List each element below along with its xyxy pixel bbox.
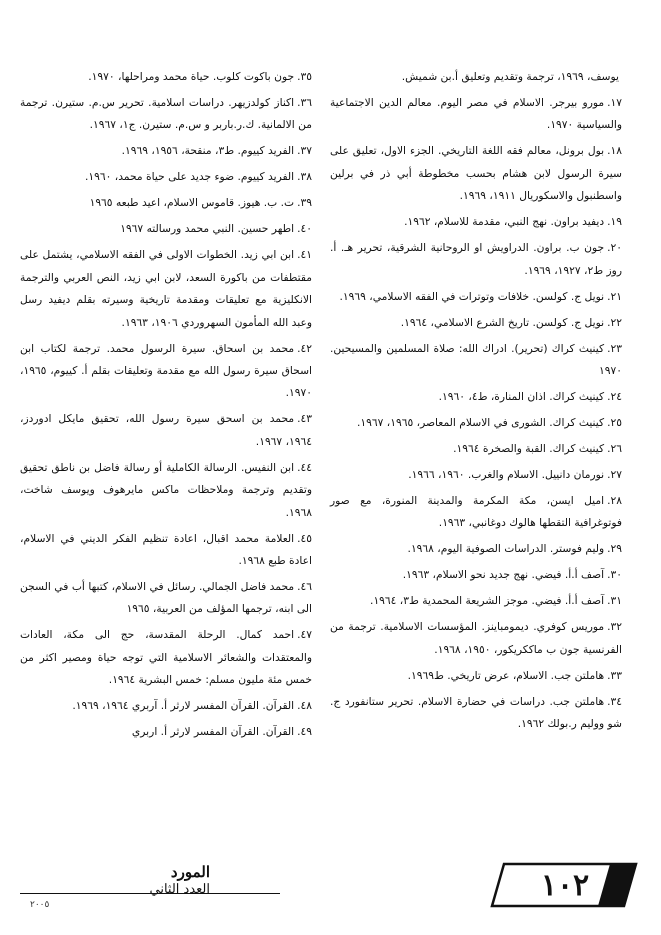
reference-entry (330, 412, 622, 434)
reference-text: مورو بيرجر. الاسلام في مصر اليوم. معالم الدين الاجتماعية والسياسية ١٩٧٠. (330, 96, 622, 132)
reference-entry (330, 538, 622, 560)
reference-number: ٤٢. (297, 341, 312, 355)
reference-number: ١٩. (607, 215, 622, 229)
reference-text: آصف أ.أ. فيضي. نهج جديد نحو الاسلام، ١٩٦٣. (402, 568, 605, 582)
reference-text: بول برونل، معالم فقه اللغة التاريخي. الجزء الاول، تعليق على سيرة الرسول لابن هشام بحسب مخطوطة أبي ذر في برلين واسطنبول والاسكوريال ١٩١١، ١٩٦٩. (330, 144, 622, 203)
reference-entry (20, 140, 312, 162)
reference-entry (20, 695, 312, 717)
reference-text: هاملتن جب. الاسلام، عرض تاريخي. ط١٩٦٩. (407, 668, 605, 682)
reference-text: القرآن. القرآن المفسر لارثر أ. اربري (131, 725, 295, 739)
reference-entry (20, 408, 312, 453)
reference-number: ٢١. (607, 289, 622, 303)
reference-number: ٢٦. (607, 442, 622, 456)
reference-entry (20, 721, 312, 743)
reference-entry (330, 438, 622, 460)
reference-text: القرآن. القرآن المفسر لارثر أ. آربري ١٩٦٤، ١٩٦٩. (72, 699, 295, 713)
reference-text: الفريد كييوم. ضوء جديد على حياة محمد، ١٩٦٠. (84, 170, 295, 184)
reference-entry (330, 312, 622, 334)
reference-entry (330, 691, 622, 736)
reference-number: ٤٤. (297, 460, 312, 474)
reference-number: ٤٣. (297, 412, 312, 426)
reference-text: نورمان دانييل. الاسلام والغرب. ١٩٦٠، ١٩٦٦. (408, 468, 605, 482)
reference-number: ٣٥. (297, 70, 312, 83)
reference-number: ٤٨. (297, 699, 312, 713)
page-number-badge (490, 862, 640, 908)
reference-entry (20, 244, 312, 334)
reference-number: ٢٤. (607, 390, 622, 404)
reference-number: ٣٣. (607, 668, 622, 682)
reference-entry (330, 616, 622, 661)
reference-number: ٢٢. (607, 315, 622, 329)
reference-entry (20, 576, 312, 621)
reference-text: الفريد كييوم. ط٣، منقحة، ١٩٥٦، ١٩٦٩. (121, 144, 295, 158)
reference-entry (20, 166, 312, 188)
reference-number: ٢٩. (607, 542, 622, 556)
reference-entry (20, 457, 312, 524)
journal-title: المورد (170, 863, 210, 881)
reference-number: ٢٨. (607, 494, 622, 508)
references-column-left (20, 66, 312, 747)
reference-text: موريس كوفري. ديمومباينز. المؤسسات الاسلامية. ترجمة من الفرنسية جون ب ماككريكور، ١٩٥٠، ١٩٦٨. (330, 620, 622, 656)
reference-number: ٤١. (297, 248, 312, 262)
reference-entry (20, 66, 312, 88)
reference-number: ٤٥. (297, 531, 312, 545)
reference-entry (330, 490, 622, 535)
reference-text: كينيث كراك. القبة والصخرة ١٩٦٤. (453, 442, 605, 456)
reference-text: العلامة محمد اقبال، اعادة تنظيم الفكر الديني في الاسلام، اعادة طبع ١٩٦٨. (20, 531, 312, 568)
reference-number: ٢٧. (607, 468, 622, 482)
reference-entry (330, 464, 622, 486)
reference-number: ٣٦. (297, 96, 312, 109)
reference-text: كينيث كراك. اذان المنارة، ط٤، ١٩٦٠. (438, 390, 605, 404)
reference-text: جون باكوت كلوب. حياة محمد ومراحلها، ١٩٧٠. (88, 70, 295, 83)
reference-text: آصف أ.أ. فيضي. موجز الشريعة المحمدية ط٣، ١٩٦٤. (370, 594, 605, 608)
reference-number: ٣٨. (297, 170, 312, 184)
reference-entry (330, 665, 622, 687)
reference-number: ١٧. (607, 96, 622, 109)
reference-number: ٢٥. (607, 416, 622, 430)
reference-entry (20, 192, 312, 214)
reference-entry (20, 528, 312, 573)
reference-entry (330, 564, 622, 586)
reference-text: اميل ايسن، مكة المكرمة والمدينة المنورة، مع صور فوتوغرافية التقطها هالوك دوغانبي، ١٩٦٣. (330, 494, 622, 530)
reference-text: محمد بن اسحاق. سيرة الرسول محمد. ترجمة لكتاب ابن اسحاق سيرة رسول الله مع مقدمة وتعليقات بقلم أ. كييوم، ١٩٦٥، ١٩٧٠. (20, 341, 312, 400)
reference-text: احمد كمال. الرحلة المقدسة، حج الى مكة، العادات والمعتقدات والشعائر الاسلامية التي توجه حياة ومصير اكثر من خمس مئة مليون مسلم: خمس البشرية ١٩٦٤. (20, 628, 312, 687)
reference-text: ابن النفيس. الرسالة الكاملية أو رسالة فاضل بن ناطق تحقيق وتقديم وترجمة وملاحظات ماكس مايرهوف ويوسف شاخت، ١٩٦٨. (20, 460, 312, 519)
reference-entry (330, 386, 622, 408)
reference-number: ٣٢. (607, 620, 622, 634)
reference-text: اكناز كولدزيهر. دراسات اسلامية. تحرير س.م. ستيرن. ترجمة من الالمانية. ك.ر.باربر و س.م. ستيرن. ج١، ١٩٦٧. (20, 96, 312, 132)
reference-entry (20, 92, 312, 137)
reference-number: ٣١. (607, 594, 622, 608)
reference-entry (330, 211, 622, 233)
reference-entry (330, 140, 622, 207)
reference-text: ت. ب. هيوز. قاموس الاسلام، اعيد طبعه ١٩٦٥ (89, 196, 295, 210)
reference-number: ٣٤. (607, 694, 622, 708)
reference-number: ٤٧. (297, 628, 312, 642)
reference-entry (330, 92, 622, 137)
reference-number: ٤٩. (297, 725, 312, 739)
reference-entry (330, 338, 622, 383)
reference-text: محمد فاضل الجمالي. رسائل في الاسلام، كتبها أب في السجن الى ابنه، ترجمها المؤلف من العربية، ١٩٦٥ (20, 580, 312, 616)
reference-entry (20, 624, 312, 691)
reference-text: يوسف، ١٩٦٩، ترجمة وتقديم وتعليق أ.بن شميش. (401, 70, 619, 83)
reference-entry (20, 218, 312, 240)
journal-masthead (70, 863, 210, 899)
reference-entry (330, 237, 622, 282)
reference-text: محمد بن اسحق سيرة رسول الله، تحقيق مايكل ادوردز، ١٩٦٤، ١٩٦٧. (20, 412, 312, 448)
reference-number: ١٨. (607, 144, 622, 158)
reference-entry (20, 338, 312, 405)
page-number: ١٠٢ (540, 868, 590, 903)
reference-text: نويل ج. كولسن. تاريخ الشرع الاسلامي، ١٩٦٤. (400, 315, 605, 329)
reference-text: وليم فوستر. الدراسات الصوفية اليوم، ١٩٦٨. (407, 542, 605, 556)
reference-number: ٤٠. (297, 222, 312, 236)
reference-entry (330, 286, 622, 308)
reference-text: كينيث كراك. الشورى في الاسلام المعاصر، ١٩٦٥، ١٩٦٧. (357, 416, 605, 430)
journal-issue: العدد الثاني (149, 882, 210, 897)
references-column-right (330, 66, 622, 739)
journal-year: ٢٠٠٥ (30, 900, 50, 910)
reference-text: كينيث كراك (تحرير). ادراك الله: صلاة المسلمين والمسيحين. ١٩٧٠ (330, 341, 622, 378)
reference-text: نويل ج. كولسن. خلافات وتوترات في الفقه الاسلامي، ١٩٦٩. (339, 289, 605, 303)
reference-text: جون ب. براون. الدراويش او الروحانية الشرقية، تحرير هـ. أ. روز ط٢، ١٩٢٧، ١٩٦٩. (330, 241, 622, 277)
reference-number: ٢٠. (607, 241, 622, 255)
reference-number: ٤٦. (297, 580, 312, 594)
reference-number: ٣٠. (607, 568, 622, 582)
reference-number: ٢٣. (607, 341, 622, 355)
reference-text: اطهر حسين. النبي محمد ورسالته ١٩٦٧ (120, 222, 295, 236)
reference-entry (330, 66, 622, 88)
reference-entry (330, 590, 622, 612)
reference-text: ديفيد براون. نهج النبي، مقدمة للاسلام، ١٩٦٢. (404, 215, 605, 229)
reference-number: ٣٧. (297, 144, 312, 158)
reference-number: ٣٩. (297, 196, 312, 210)
reference-text: هاملتن جب. دراسات في حضارة الاسلام. تحرير ستانفورد ج. شو ووليم ر.بولك ١٩٦٢. (330, 694, 622, 731)
reference-text: ابن ابي زيد. الخطوات الاولى في الفقه الاسلامي، يشتمل على مقتطفات من باكورة السعد، لابن ابي زيد، النص العربي والترجمة الانكليزية مع تعليقات ومقدمة تاريخية وسيرته بقلم ديفيد رسل وعبد الله المأمون السهروردي ١٩٠٦، ١٩٦٣. (20, 248, 312, 329)
